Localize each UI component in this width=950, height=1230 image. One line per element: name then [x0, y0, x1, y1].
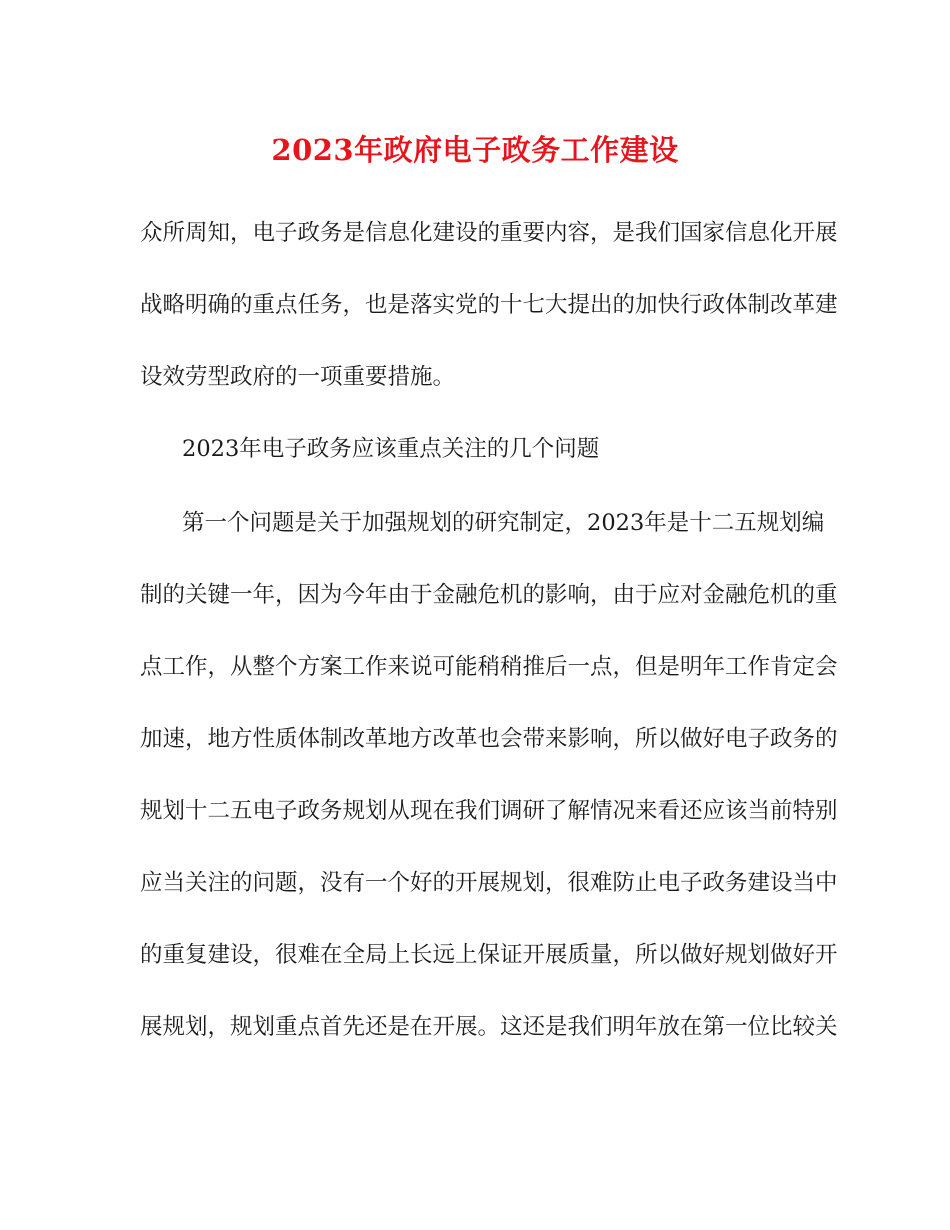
paragraph-line: 制的关键一年，因为今年由于金融危机的影响，由于应对金融危机的重: [140, 582, 838, 608]
paragraph-line: 加速，地方性质体制改革地方改革也会带来影响，所以做好电子政务的: [140, 726, 838, 752]
paragraph-line: 规划十二五电子政务规划从现在我们调研了解情况来看还应该当前特别: [140, 798, 838, 824]
paragraph-line: 第一个问题是关于加强规划的研究制定，2023年是十二五规划编: [182, 510, 825, 536]
paragraph-line: 设效劳型政府的一项重要措施。: [140, 364, 456, 390]
document-title: 2023年政府电子政务工作建设: [271, 133, 679, 167]
section-heading: 2023年电子政务应该重点关注的几个问题: [182, 436, 600, 462]
paragraph-line: 众所周知，电子政务是信息化建设的重要内容，是我们国家信息化开展: [140, 220, 838, 246]
paragraph-line: 的重复建设，很难在全局上长远上保证开展质量，所以做好规划做好开: [140, 942, 838, 968]
paragraph-line: 展规划，规划重点首先还是在开展。这还是我们明年放在第一位比较关: [140, 1014, 838, 1040]
paragraph-line: 点工作，从整个方案工作来说可能稍稍推后一点，但是明年工作肯定会: [140, 654, 838, 680]
paragraph-line: 应当关注的问题，没有一个好的开展规划，很难防止电子政务建设当中: [140, 870, 838, 896]
paragraph-line: 战略明确的重点任务，也是落实党的十七大提出的加快行政体制改革建: [140, 292, 838, 318]
